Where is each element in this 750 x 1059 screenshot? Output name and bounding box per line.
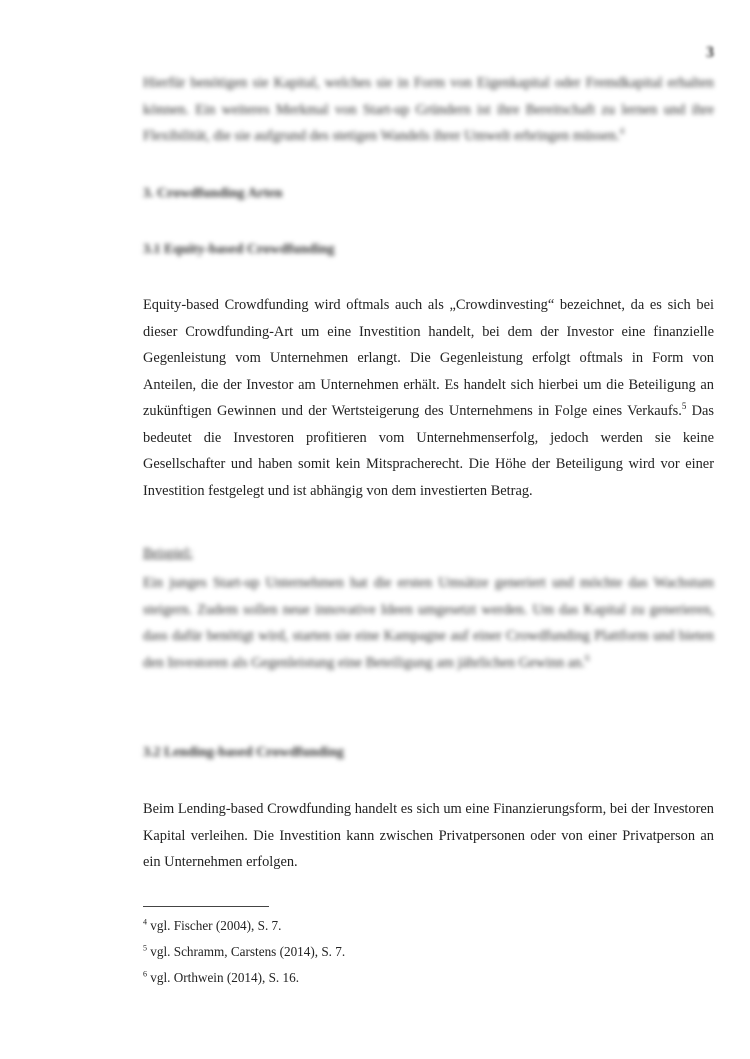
example-label: Beispiel: <box>143 546 193 561</box>
footnote-4 <box>143 918 281 934</box>
footnote-text: vgl. Schramm, Carstens (2014), S. 7. <box>150 944 346 959</box>
equity-paragraph <box>143 292 714 504</box>
equity-text-part2: Das bedeutet die Investoren profitieren vom Unternehmenserfolg, jedoch werden sie keine Gesellschafter und haben somit kein Mitspracherecht. Die Höhe der Beteiligung wird vor einer Investition festgelegt und ist abhängig von dem investierten Betrag. <box>143 403 714 499</box>
footnote-6 <box>143 970 299 986</box>
footnote-5 <box>143 944 345 960</box>
equity-text-part1: Equity-based Crowdfunding wird oftmals auch als „Crowdinvesting“ bezeichnet, da es sich bei dieser Crowdfunding-Art um eine Investition handelt, bei dem der Investor eine finanzielle Gegenleistung vom Unternehmen erlangt. Die Gegenleistung erfolgt oftmals in Form von Anteilen, die der Investor am Unternehmen erhält. Es handelt sich hierbei um die Beteiligung an zukünftigen Gewinnen und der Wertsteigerung des Unternehmens in Folge eines Verkaufs. <box>143 297 714 419</box>
footnote-marker: 5 <box>143 943 147 953</box>
section-3-heading: 3. Crowdfunding Arten <box>143 186 283 201</box>
intro-text: Hierfür benötigen sie Kapital, welches sie in Form von Eigenkapital oder Fremdkapital erhalten können. Ein weiteres Merkmal von Start-up Gründern ist ihre Bereitschaft zu lernen und ihre Flexibilität, die sie aufgrund des stetigen Wandels ihrer Umwelt erbringen müssen. <box>143 75 714 144</box>
page-number: 3 <box>706 44 714 61</box>
footnote-marker: 6 <box>143 969 147 979</box>
footnote-marker: 4 <box>143 917 147 927</box>
intro-paragraph <box>143 70 714 150</box>
example-paragraph <box>143 570 714 676</box>
footnote-ref-4: 4 <box>619 126 625 137</box>
section-3-1-heading: 3.1 Equity-based Crowdfunding <box>143 242 335 257</box>
equity-paragraph-clip <box>143 292 714 538</box>
footnote-text: vgl. Orthwein (2014), S. 16. <box>150 970 300 985</box>
footnote-ref-5: 5 <box>681 401 687 412</box>
footnote-ref-6: 6 <box>584 652 590 663</box>
footnote-text: vgl. Fischer (2004), S. 7. <box>150 918 282 933</box>
footnote-separator <box>143 906 269 907</box>
example-text: Ein junges Start-up Unternehmen hat die ersten Umsätze generiert und möchte das Wachstum steigern. Zudem sollen neue innovative Ideen umgesetzt werden. Um das Kapital zu generieren, dass dafür benötigt wird, starten sie eine Kampagne auf einer Crowdfunding Plattform und bieten den Investoren als Gegenleistung eine Beteiligung am jährlichen Gewinn an. <box>143 575 714 671</box>
section-3-2-heading: 3.2 Lending-based Crowdfunding <box>143 745 344 760</box>
lending-paragraph: Beim Lending-based Crowdfunding handelt es sich um eine Finanzierungsform, bei der Investoren Kapital verleihen. Die Investition kann zwischen Privatpersonen oder von einer Privatperson an ein Unternehmen erfolgen. <box>143 801 714 870</box>
